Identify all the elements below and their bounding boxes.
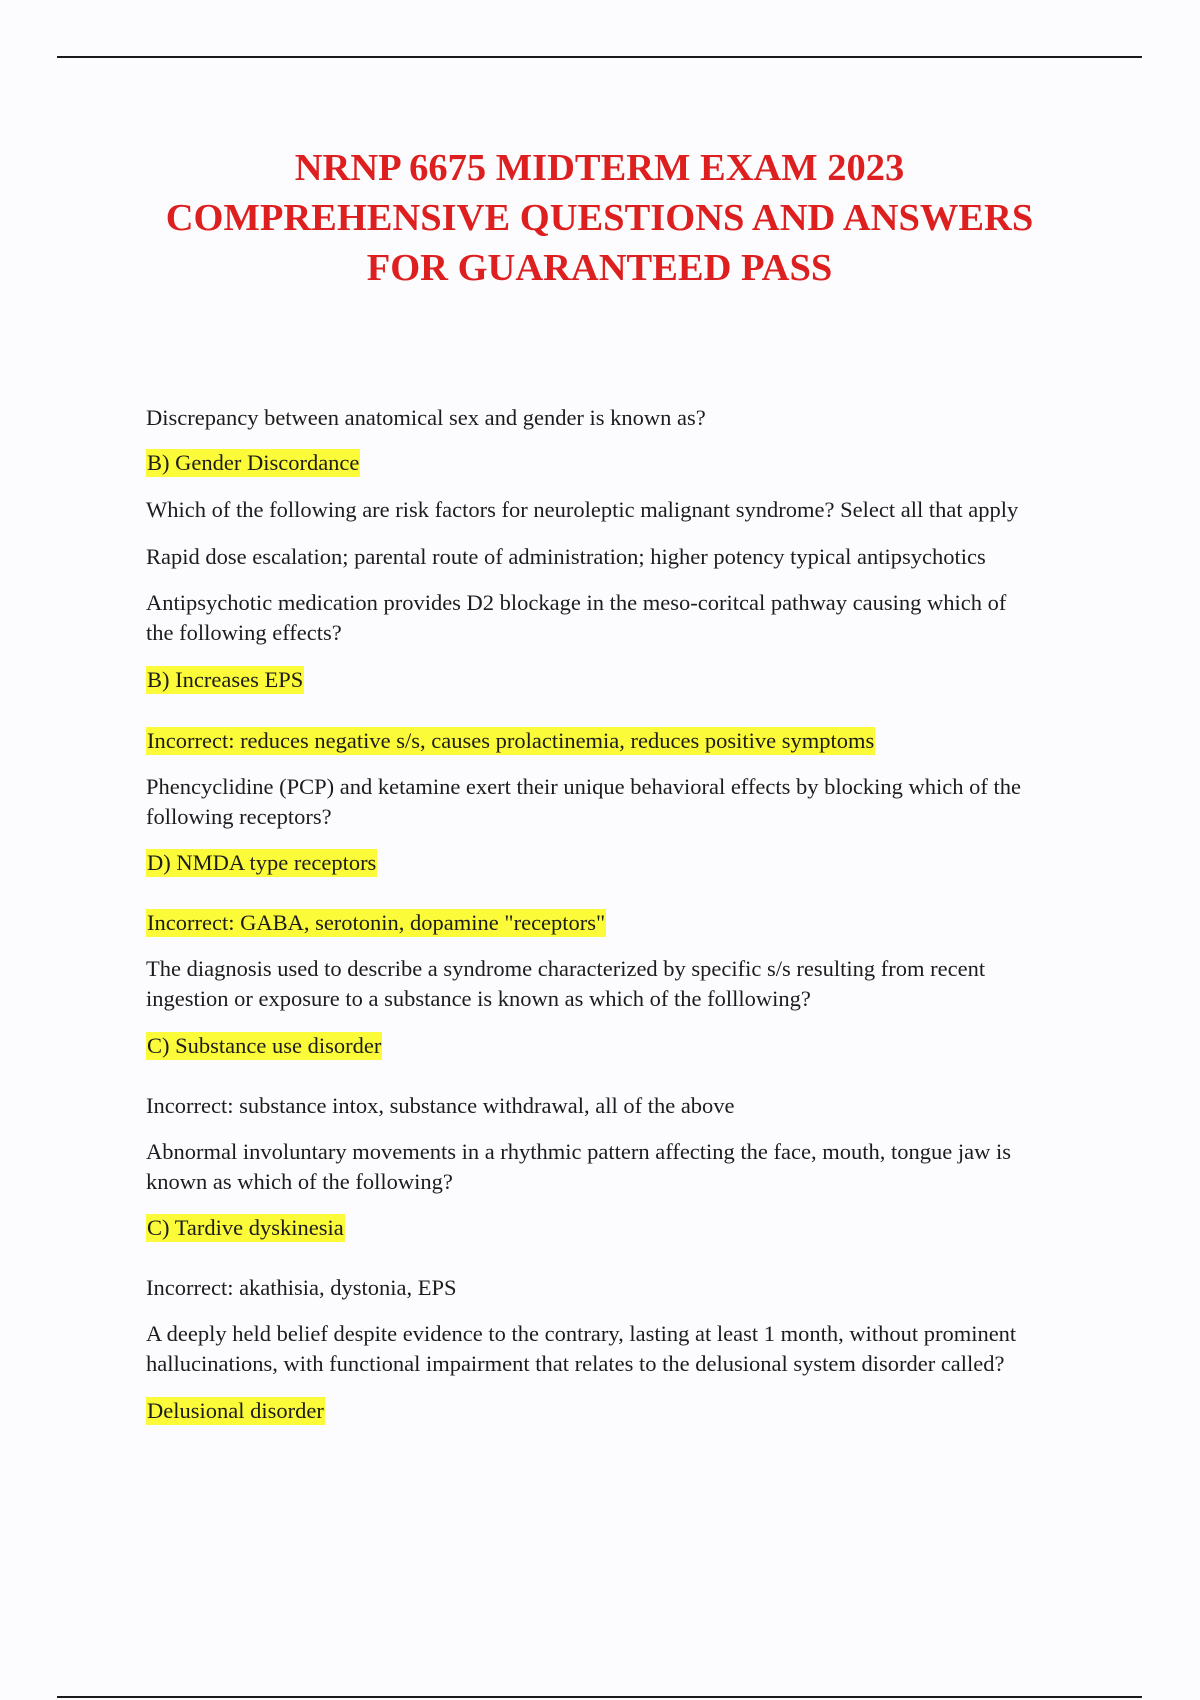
question-text: The diagnosis used to describe a syndrome characterized by specific s/s resulting from recent ingestion or exposure to a substance is known as which of the folllowing? bbox=[146, 956, 986, 1011]
incorrect-highlight: Incorrect: GABA, serotonin, dopamine "receptors" bbox=[147, 910, 606, 935]
title-line: COMPREHENSIVE QUESTIONS AND ANSWERS bbox=[165, 197, 1034, 239]
title-line: NRNP 6675 MIDTERM EXAM 2023 bbox=[294, 147, 905, 189]
answer-highlight: Delusional disorder bbox=[147, 1398, 324, 1423]
question-text: A deeply held belief despite evidence to the contrary, lasting at least 1 month, without prominent hallucinations, with functional impairment that relates to the delusional system disorder called? bbox=[146, 1321, 1017, 1376]
question-text: Discrepancy between anatomical sex and gender is known as? bbox=[146, 405, 706, 430]
incorrect-text: Incorrect: substance intox, substance withdrawal, all of the above bbox=[146, 1093, 735, 1118]
answer-highlight: C) Substance use disorder bbox=[147, 1033, 382, 1058]
answer-highlight: D) NMDA type receptors bbox=[147, 850, 377, 875]
incorrect-text: Incorrect: akathisia, dystonia, EPS bbox=[146, 1275, 457, 1300]
incorrect-highlight: Incorrect: reduces negative s/s, causes prolactinemia, reduces positive symptoms bbox=[147, 728, 875, 753]
question-text: Antipsychotic medication provides D2 blockage in the meso-coritcal pathway causing which of the following effects? bbox=[146, 590, 1007, 645]
answer-highlight: B) Gender Discordance bbox=[147, 450, 360, 475]
question-text: Abnormal involuntary movements in a rhythmic pattern affecting the face, mouth, tongue jaw is known as which of the following? bbox=[146, 1139, 1011, 1194]
question-text: Phencyclidine (PCP) and ketamine exert their unique behavioral effects by blocking which of the following receptors? bbox=[146, 774, 1021, 829]
question-text: Which of the following are risk factors for neuroleptic malignant syndrome? Select all that apply bbox=[146, 497, 1019, 522]
footer-rule bbox=[57, 1696, 1142, 1698]
answer-text: Rapid dose escalation; parental route of administration; higher potency typical antipsychotics bbox=[146, 544, 986, 569]
title-line: FOR GUARANTEED PASS bbox=[366, 247, 833, 289]
answer-highlight: B) Increases EPS bbox=[147, 667, 304, 692]
page-title bbox=[57, 143, 1142, 293]
header-rule bbox=[57, 56, 1142, 58]
answer-highlight: C) Tardive dyskinesia bbox=[147, 1215, 344, 1240]
